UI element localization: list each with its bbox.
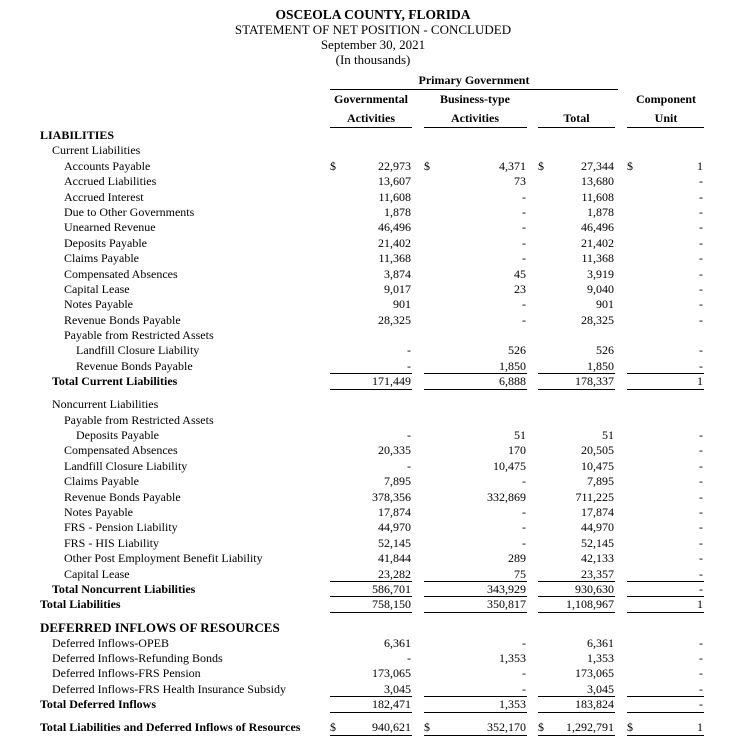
statement-units: (In thousands) <box>335 52 411 67</box>
row-label: Claims Payable <box>64 251 139 266</box>
component-unit-value: - <box>699 343 703 358</box>
currency-symbol: $ <box>330 158 336 173</box>
total-value: 11,368 <box>581 251 614 266</box>
business-type-value: 332,869 <box>487 489 526 504</box>
row-label: Unearned Revenue <box>64 220 156 235</box>
business-type-value: 289 <box>508 551 526 566</box>
section-heading-row <box>0 620 741 635</box>
total-underline <box>538 735 615 736</box>
row-label: Deferred Inflows-FRS Pension <box>52 666 201 681</box>
governmental-value: 7,895 <box>384 474 411 489</box>
table-row <box>0 597 741 612</box>
component-unit-value: - <box>699 697 703 712</box>
component-unit-value: - <box>699 297 703 312</box>
business-header-line2: Activities <box>451 111 499 125</box>
spacer-row <box>0 613 741 621</box>
table-row <box>0 251 741 266</box>
table-row <box>0 220 741 235</box>
currency-symbol: $ <box>538 720 544 735</box>
component-unit-value: - <box>699 635 703 650</box>
component-unit-value: - <box>699 443 703 458</box>
component-unit-value: 1 <box>697 158 703 173</box>
total-value: 1,292,791 <box>566 720 614 735</box>
table-row <box>0 697 741 712</box>
governmental-value: 6,361 <box>384 635 411 650</box>
row-label: Deferred Inflows-OPEB <box>52 635 169 650</box>
total-value: 21,402 <box>581 235 614 250</box>
component-unit-value: - <box>699 235 703 250</box>
total-value: 3,919 <box>587 266 614 281</box>
business-type-value: 73 <box>514 174 526 189</box>
row-label: Accrued Liabilities <box>64 174 157 189</box>
currency-symbol: $ <box>627 158 633 173</box>
governmental-value: 21,402 <box>378 235 411 250</box>
total-value: 10,475 <box>581 458 614 473</box>
component-unit-value: 1 <box>697 720 703 735</box>
row-label: Deferred Inflows-Refunding Bonds <box>52 651 223 666</box>
governmental-value: 44,970 <box>378 520 411 535</box>
row-label: Total Liabilities <box>40 597 121 612</box>
row-label: Deferred Inflows-FRS Health Insurance Subsidy <box>52 681 286 696</box>
component-header-line1: Component <box>635 92 696 106</box>
governmental-value: - <box>407 343 411 358</box>
total-value: 51 <box>602 428 614 443</box>
component-unit-value: - <box>699 666 703 681</box>
governmental-value: 171,449 <box>372 374 411 389</box>
entity-title: OSCEOLA COUNTY, FLORIDA <box>275 7 471 22</box>
table-row <box>0 359 741 374</box>
component-unit-value: - <box>699 489 703 504</box>
total-underline <box>627 735 704 736</box>
total-value: 52,145 <box>581 535 614 550</box>
governmental-value: - <box>407 358 411 373</box>
total-value: 1,878 <box>587 204 614 219</box>
spacer-row <box>0 713 741 721</box>
section-heading-row <box>0 397 741 412</box>
component-unit-value: - <box>699 220 703 235</box>
component-unit-value: - <box>699 251 703 266</box>
component-unit-value: - <box>699 681 703 696</box>
total-value: 20,505 <box>581 443 614 458</box>
governmental-value: - <box>407 651 411 666</box>
component-unit-value: - <box>699 551 703 566</box>
table-row <box>0 297 741 312</box>
row-label: Total Deferred Inflows <box>40 697 156 712</box>
component-unit-value: - <box>699 312 703 327</box>
table-row <box>0 159 741 174</box>
governmental-value: - <box>407 428 411 443</box>
section-heading-row <box>0 413 741 428</box>
row-label: Payable from Restricted Assets <box>64 412 214 427</box>
table-row <box>0 267 741 282</box>
component-unit-value: - <box>699 204 703 219</box>
currency-symbol: $ <box>424 720 430 735</box>
total-value: 23,357 <box>581 566 614 581</box>
governmental-value: 41,844 <box>378 551 411 566</box>
business-type-value: 350,817 <box>487 597 526 612</box>
table-row <box>0 374 741 389</box>
section-heading-row <box>0 328 741 343</box>
currency-symbol: $ <box>627 720 633 735</box>
component-unit-value: - <box>699 458 703 473</box>
governmental-value: 17,874 <box>378 504 411 519</box>
business-type-value: - <box>522 520 526 535</box>
total-value: 46,496 <box>581 220 614 235</box>
business-type-value: - <box>522 312 526 327</box>
currency-symbol: $ <box>330 720 336 735</box>
table-row <box>0 459 741 474</box>
component-unit-value: - <box>699 535 703 550</box>
governmental-value: 22,973 <box>378 158 411 173</box>
section-heading-row <box>0 143 741 158</box>
business-type-value: - <box>522 681 526 696</box>
row-label: Accrued Interest <box>64 189 144 204</box>
total-underline <box>424 735 527 736</box>
business-type-value: 1,353 <box>499 697 526 712</box>
total-value: 9,040 <box>587 281 614 296</box>
business-type-value: - <box>522 251 526 266</box>
component-unit-value: - <box>699 581 703 596</box>
table-row <box>0 474 741 489</box>
governmental-value: 1,878 <box>384 204 411 219</box>
governmental-value: 11,608 <box>378 189 411 204</box>
governmental-value: 46,496 <box>378 220 411 235</box>
business-type-value: 352,170 <box>487 720 526 735</box>
table-row <box>0 551 741 566</box>
component-unit-value: - <box>699 474 703 489</box>
row-label: Revenue Bonds Payable <box>64 312 181 327</box>
table-row <box>0 282 741 297</box>
total-value: 27,344 <box>581 158 614 173</box>
business-type-value: 1,353 <box>499 651 526 666</box>
component-unit-value: - <box>699 174 703 189</box>
total-value: 3,045 <box>587 681 614 696</box>
component-unit-value: - <box>699 358 703 373</box>
total-value: 1,108,967 <box>566 597 614 612</box>
table-row <box>0 190 741 205</box>
row-label: Landfill Closure Liability <box>64 458 188 473</box>
table-row <box>0 490 741 505</box>
component-header-line2: Unit <box>654 111 678 125</box>
table-row <box>0 520 741 535</box>
business-type-value: 75 <box>514 566 526 581</box>
business-type-value: 170 <box>508 443 526 458</box>
governmental-value: 28,325 <box>378 312 411 327</box>
table-row <box>0 343 741 358</box>
row-label: Deposits Payable <box>76 428 159 443</box>
governmental-value: 586,701 <box>372 581 411 596</box>
component-unit-value: - <box>699 189 703 204</box>
row-label: Capital Lease <box>64 281 130 296</box>
business-type-value: 343,929 <box>487 581 526 596</box>
row-label: Payable from Restricted Assets <box>64 328 214 343</box>
governmental-value: 758,150 <box>372 597 411 612</box>
business-type-value: - <box>522 189 526 204</box>
component-unit-value: - <box>699 651 703 666</box>
business-type-value: 10,475 <box>493 458 526 473</box>
business-type-value: - <box>522 504 526 519</box>
table-row <box>0 443 741 458</box>
primary-government-header: Primary Government <box>418 73 530 87</box>
statement-date: September 30, 2021 <box>320 37 426 52</box>
total-value: 178,337 <box>575 374 614 389</box>
total-value: 901 <box>596 297 614 312</box>
governmental-value: 3,874 <box>384 266 411 281</box>
total-value: 7,895 <box>587 474 614 489</box>
table-row <box>0 582 741 597</box>
total-value: 711,225 <box>575 489 614 504</box>
component-unit-value: - <box>699 281 703 296</box>
component-unit-value: - <box>699 504 703 519</box>
governmental-value: 9,017 <box>384 281 411 296</box>
table-row <box>0 567 741 582</box>
table-row <box>0 536 741 551</box>
currency-symbol: $ <box>424 158 430 173</box>
table-row <box>0 636 741 651</box>
row-label: Revenue Bonds Payable <box>64 489 181 504</box>
total-value: 183,824 <box>575 697 614 712</box>
table-row <box>0 428 741 443</box>
business-header-line1: Business-type <box>439 92 510 106</box>
table-row <box>0 205 741 220</box>
table-row <box>0 174 741 189</box>
total-value: 930,630 <box>575 581 614 596</box>
governmental-value: 3,045 <box>384 681 411 696</box>
currency-symbol: $ <box>538 158 544 173</box>
row-label: Revenue Bonds Payable <box>76 358 193 373</box>
row-label: Noncurrent Liabilities <box>52 397 159 412</box>
business-type-value: - <box>522 235 526 250</box>
total-value: 42,133 <box>581 551 614 566</box>
business-type-value: - <box>522 666 526 681</box>
row-label: Total Noncurrent Liabilities <box>52 581 196 596</box>
row-label: Total Liabilities and Deferred Inflows of Resources <box>40 720 301 735</box>
total-value: 13,680 <box>581 174 614 189</box>
business-type-value: - <box>522 204 526 219</box>
business-type-value: 23 <box>514 281 526 296</box>
governmental-header-line1: Governmental <box>334 92 408 106</box>
table-row <box>0 236 741 251</box>
row-label: Claims Payable <box>64 474 139 489</box>
row-label: Deposits Payable <box>64 235 147 250</box>
row-label: Capital Lease <box>64 566 130 581</box>
governmental-value: 11,368 <box>378 251 411 266</box>
governmental-value: 940,621 <box>372 720 411 735</box>
governmental-value: 13,607 <box>378 174 411 189</box>
governmental-value: 378,356 <box>372 489 411 504</box>
row-label: FRS - Pension Liability <box>64 520 178 535</box>
business-type-value: - <box>522 635 526 650</box>
governmental-value: 173,065 <box>372 666 411 681</box>
table-row <box>0 313 741 328</box>
total-value: 526 <box>596 343 614 358</box>
table-row <box>0 666 741 681</box>
governmental-value: 20,335 <box>378 443 411 458</box>
total-value: 44,970 <box>581 520 614 535</box>
row-label: Compensated Absences <box>64 443 178 458</box>
business-type-value: - <box>522 220 526 235</box>
business-type-value: 4,371 <box>499 158 526 173</box>
row-label: Due to Other Governments <box>64 204 195 219</box>
total-value: 1,353 <box>587 651 614 666</box>
component-unit-value: 1 <box>697 597 703 612</box>
table-row <box>0 651 741 666</box>
component-unit-value: - <box>699 520 703 535</box>
section-heading-row <box>0 128 741 143</box>
total-value: 28,325 <box>581 312 614 327</box>
business-type-value: 51 <box>514 428 526 443</box>
total-value: 11,608 <box>581 189 614 204</box>
row-label: Landfill Closure Liability <box>76 343 200 358</box>
row-label: DEFERRED INFLOWS OF RESOURCES <box>40 620 280 636</box>
total-value: 1,850 <box>587 358 614 373</box>
governmental-value: 52,145 <box>378 535 411 550</box>
business-type-value: - <box>522 474 526 489</box>
row-label: Compensated Absences <box>64 266 178 281</box>
governmental-value: - <box>407 458 411 473</box>
row-label: Accounts Payable <box>64 158 151 173</box>
business-type-value: 1,850 <box>499 358 526 373</box>
business-type-value: 526 <box>508 343 526 358</box>
row-label: Notes Payable <box>64 504 133 519</box>
total-header: Total <box>563 111 590 125</box>
business-type-value: - <box>522 535 526 550</box>
row-label: FRS - HIS Liability <box>64 535 160 550</box>
governmental-value: 23,282 <box>378 566 411 581</box>
governmental-header-line2: Activities <box>347 111 395 125</box>
component-unit-value: - <box>699 266 703 281</box>
row-label: Notes Payable <box>64 297 133 312</box>
component-unit-value: 1 <box>697 374 703 389</box>
total-value: 6,361 <box>587 635 614 650</box>
governmental-value: 901 <box>393 297 411 312</box>
table-row <box>0 720 741 735</box>
business-type-value: - <box>522 297 526 312</box>
component-unit-value: - <box>699 566 703 581</box>
spacer-row <box>0 390 741 398</box>
row-label: LIABILITIES <box>40 128 115 142</box>
component-unit-value: - <box>699 428 703 443</box>
business-type-value: 45 <box>514 266 526 281</box>
row-label: Other Post Employment Benefit Liability <box>64 551 263 566</box>
statement-title: STATEMENT OF NET POSITION - CONCLUDED <box>234 22 512 37</box>
row-label: Current Liabilities <box>52 143 141 158</box>
governmental-value: 182,471 <box>372 697 411 712</box>
business-type-value: 6,888 <box>499 374 526 389</box>
row-label: Total Current Liabilities <box>52 374 178 389</box>
total-underline <box>330 735 412 736</box>
total-value: 17,874 <box>581 504 614 519</box>
total-value: 173,065 <box>575 666 614 681</box>
table-row <box>0 505 741 520</box>
table-row <box>0 682 741 697</box>
primary-government-underline <box>330 89 618 90</box>
statement-table <box>0 128 741 736</box>
